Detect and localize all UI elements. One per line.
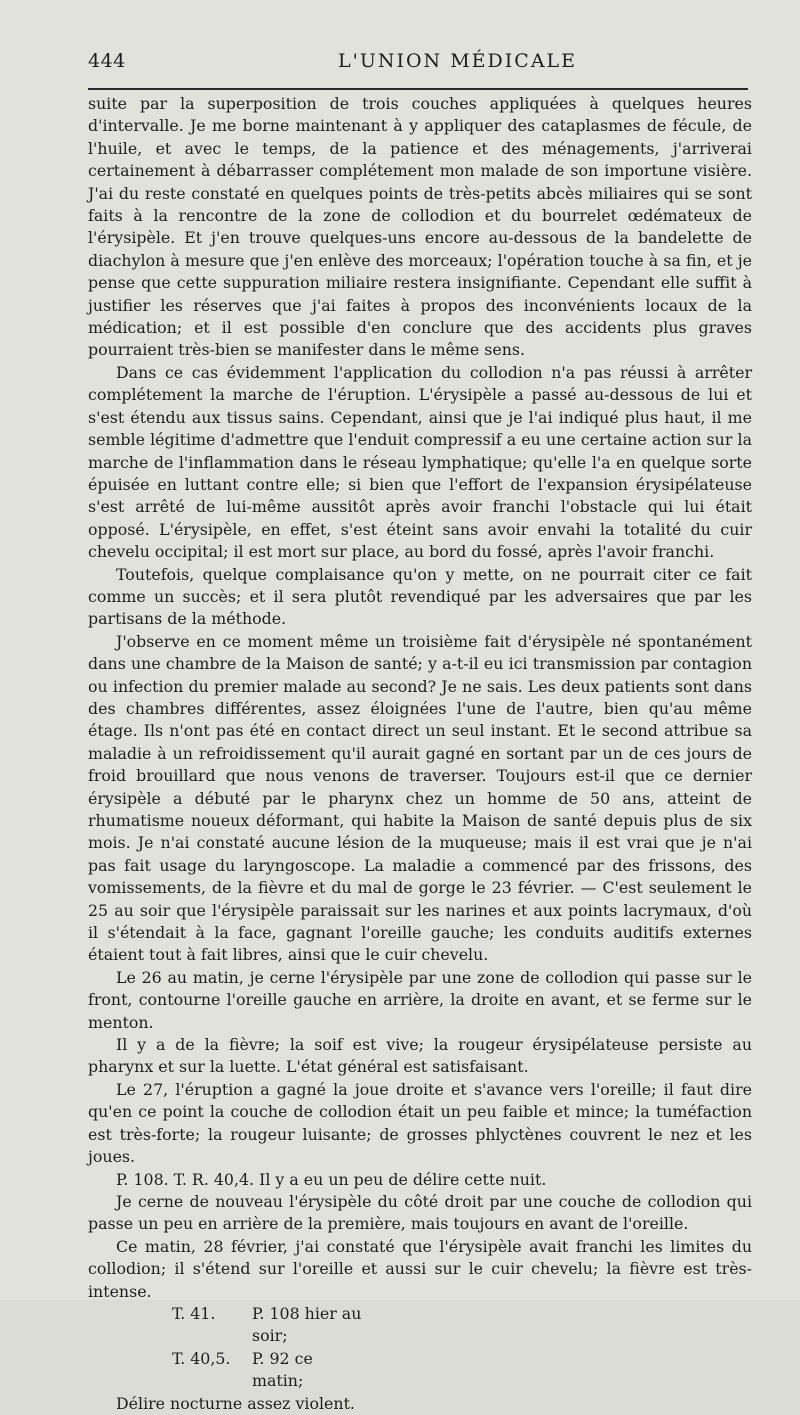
paragraph: Le 27, l'éruption a gagné la joue droite et s'avance vers l'oreille; il faut dire qu'en ce point la couche de collodion était un peu faible et mince; la tuméfaction est très-forte; la rougeur luisante; de grosses phlyctènes couvrent le nez et les joues.: [88, 1079, 752, 1167]
page-number: 444: [88, 50, 126, 72]
page-header: [88, 50, 748, 84]
paragraph: Le 26 au matin, je cerne l'érysipèle par une zone de collodion qui passe sur le front, contourne l'oreille gauche en arrière, la droite en avant, et se ferme sur le menton.: [88, 967, 752, 1032]
paragraph: Toutefois, quelque complaisance qu'on y mette, on ne pourrait citer ce fait comme un succès; et il sera plutôt revendiqué par les adversaires que par les partisans de la méthode.: [88, 564, 752, 629]
running-title: L'UNION MÉDICALE: [338, 50, 578, 72]
paragraph: J'observe en ce moment même un troisième fait d'érysipèle né spontanément dans une chambre de la Maison de santé; y a-t-il eu ici transmission par contagion ou infection du premier malade au second? Je ne sais. Les deux patients sont dans des chambres différentes, assez éloignées l'une de l'autre, bien qu'au même étage. Ils n'ont pas été en contact direct un seul instant. Et le second attribue sa maladie à un refroidissement qu'il aurait gagné en sortant par un de ces jours de froid brouillard que nous venons de traverser. Toujours est-il que ce dernier érysipèle a débuté par le pharynx chez un homme de 50 ans, atteint de rhumatisme noueux déformant, qui habite la Maison de santé depuis plus de six mois. Je n'ai constaté aucune lésion de la muqueuse; mais il est vrai que je n'ai pas fait usage du laryngoscope. La maladie a commencé par des frissons, des vomissements, de la fièvre et du mal de gorge le 23 février. — C'est seulement le 25 au soir que l'érysipèle paraissait sur les narines et aux points lacrymaux, d'où il s'étendait à la face, gagnant l'oreille gauche; les conduits auditifs externes étaient tout à fait libres, ainsi que le cuir chevelu.: [88, 631, 752, 965]
paragraph: Il y a de la fièvre; la soif est vive; la rougeur érysipélateuse persiste au pharynx et sur la luette. L'état général est satisfaisant.: [88, 1035, 752, 1077]
vitals-pulse: P. 92 ce matin;: [252, 1348, 313, 1391]
paragraph: P. 108. T. R. 40,4. Il y a eu un peu de délire cette nuit.: [116, 1169, 547, 1189]
vitals-line: [88, 1303, 752, 1348]
paragraph: Ce matin, 28 février, j'ai constaté que l'érysipèle avait franchi les limites du collodion; il s'étend sur l'oreille et aussi sur le cuir chevelu; la fièvre est très-intense.: [88, 1236, 752, 1301]
vitals-line: [88, 1348, 752, 1393]
vitals-temperature: T. 40,5.: [172, 1348, 231, 1368]
vitals-temperature: T. 41.: [172, 1303, 216, 1323]
body-text: [88, 93, 752, 1415]
paragraph: suite par la superposition de trois couches appliquées à quelques heures d'intervalle. Je me borne maintenant à y appliquer des cataplasmes de fécule, de l'huile, et avec le temps, de la patience et des ménagements, j'arriverai certainement à débarrasser complétement mon malade de son importune visière. J'ai du reste constaté en quelques points de très-petits abcès miliaires qui se sont faits à la rencontre de la zone de collodion et du bourrelet œdémateux de l'érysipèle. Et j'en trouve quelques-uns encore au-dessous de la bandelette de diachylon à mesure que j'en enlève des morceaux; l'opération touche à sa fin, et je pense que cette suppuration miliaire restera insignifiante. Cependant elle suffit à justifier les réserves que j'ai faites à propos des inconvénients locaux de la médication; et il est possible d'en conclure que des accidents plus graves pourraient très-bien se manifester dans le même sens.: [88, 94, 752, 360]
closing-line: Délire nocturne assez violent.: [116, 1393, 355, 1413]
paragraph: Dans ce cas évidemment l'application du collodion n'a pas réussi à arrêter complétement la marche de l'éruption. L'érysipèle a passé au-dessous de lui et s'est étendu aux tissus sains. Cependant, ainsi que je l'ai indiqué plus haut, il me semble légitime d'admettre que l'enduit compressif a eu une certaine action sur la marche de l'inflammation dans le réseau lymphatique; qu'elle l'a en quelque sorte épuisée en luttant contre elle; si bien que l'effort de l'expansion érysipélateuse s'est arrêté de lui-même aussitôt après avoir franchi l'obstacle qui lui était opposé. L'érysipèle, en effet, s'est éteint sans avoir envahi la totalité du cuir chevelu occipital; il est mort sur place, au bord du fossé, après l'avoir franchi.: [88, 362, 752, 562]
header-rule: [88, 88, 748, 90]
paragraph: Je cerne de nouveau l'érysipèle du côté droit par une couche de collodion qui passe un peu en arrière de la première, mais toujours en avant de l'oreille.: [88, 1191, 752, 1234]
vitals-pulse: P. 108 hier au soir;: [252, 1303, 362, 1346]
